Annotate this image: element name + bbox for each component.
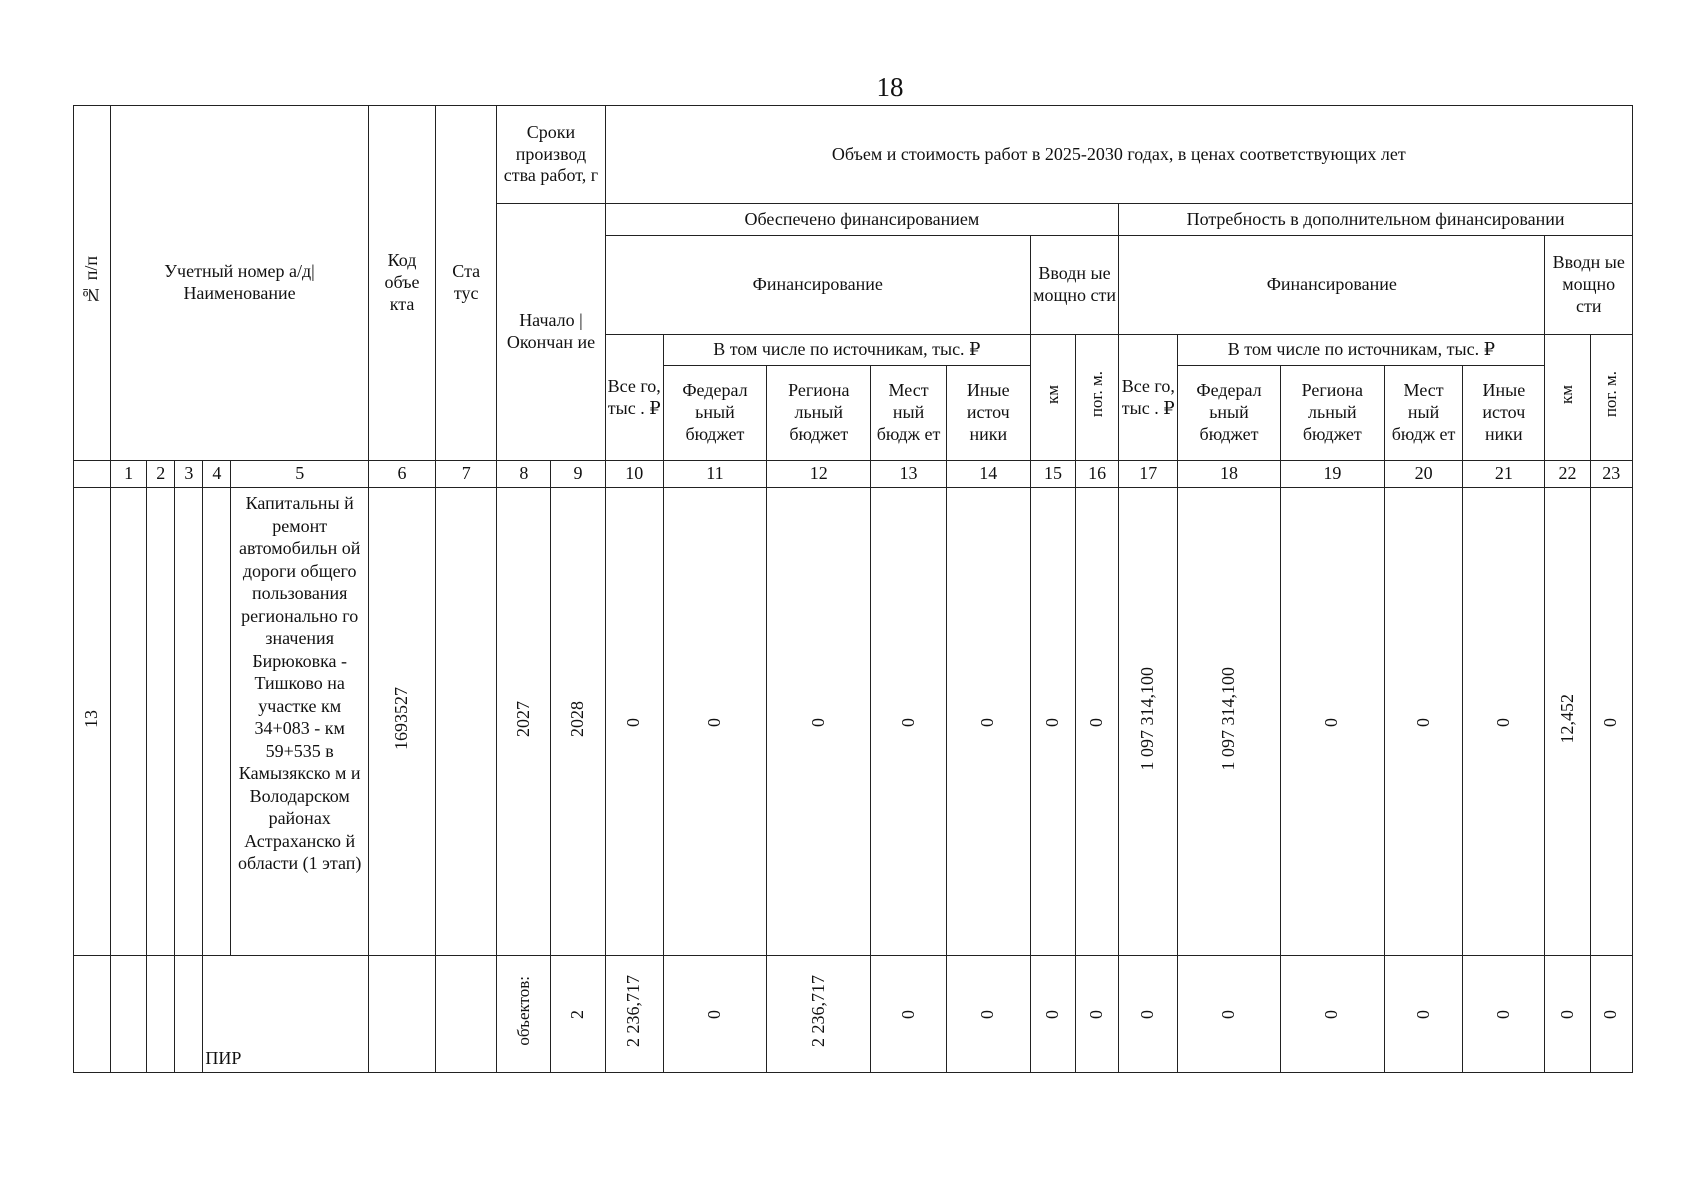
cell-1 [111,488,147,956]
column-number: 22 [1545,461,1590,488]
summary-secured-local: 0 [871,956,946,1073]
need-km: 12,452 [1545,488,1590,956]
header-need-km: км [1545,335,1590,461]
column-number: 15 [1030,461,1075,488]
summary-secured-regional: 2 236,717 [767,956,871,1073]
header-secured-by-source: В том числе по источникам, тыс. ₽ [663,335,1030,366]
object-code: 1693527 [368,488,435,956]
column-number: 4 [203,461,231,488]
header-object-code: Код объе кта [368,106,435,461]
cell-3 [175,488,203,956]
summary-cell-3 [175,956,203,1073]
end-year: 2028 [551,488,605,956]
need-pog-m: 0 [1590,488,1632,956]
header-secured-financing: Финансирование [605,236,1030,335]
header-need-other: Иные источ ники [1463,366,1545,461]
column-number: 5 [231,461,368,488]
column-number: 13 [871,461,946,488]
summary-need-pog-m: 0 [1590,956,1632,1073]
column-number: 17 [1119,461,1178,488]
header-secured: Обеспечено финансированием [605,204,1119,236]
financing-table [73,105,1633,1073]
header-start-end: Начало | Окончан ие [497,204,605,461]
column-number: 14 [946,461,1030,488]
summary-row [74,956,1633,1073]
summary-need-other: 0 [1463,956,1545,1073]
summary-secured-other: 0 [946,956,1030,1073]
column-number-blank [74,461,111,488]
column-number: 7 [436,461,497,488]
header-need-by-source: В том числе по источникам, тыс. ₽ [1178,335,1545,366]
header-account-name: Учетный номер а/д| Наименование [111,106,369,461]
summary-objects-count: 2 [551,956,605,1073]
secured-federal: 0 [663,488,766,956]
summary-secured-km: 0 [1030,956,1075,1073]
secured-local: 0 [871,488,946,956]
secured-regional: 0 [767,488,871,956]
page-number: 18 [876,72,904,102]
column-number: 10 [605,461,663,488]
column-number: 11 [663,461,766,488]
summary-cell-2 [147,956,175,1073]
summary-secured-federal: 0 [663,956,766,1073]
column-number: 16 [1076,461,1119,488]
header-secured-local: Мест ный бюдж ет [871,366,946,461]
column-number: 23 [1590,461,1632,488]
summary-need-federal: 0 [1178,956,1280,1073]
summary-need-total: 0 [1119,956,1178,1073]
header-secured-total: Все го, тыс . ₽ [605,335,663,461]
summary-need-local: 0 [1384,956,1462,1073]
header-need-financing: Финансирование [1119,236,1545,335]
summary-objects-label: объектов: [497,956,551,1073]
header-secured-pog-m: пог. м. [1076,335,1119,461]
header-secured-regional: Региона льный бюджет [767,366,871,461]
header-secured-km: км [1030,335,1075,461]
column-number: 12 [767,461,871,488]
header-secured-federal: Федерал ьный бюджет [663,366,766,461]
table-row [74,488,1633,956]
need-federal: 1 097 314,100 [1178,488,1280,956]
header-need-capacity: Вводн ые мощно сти [1545,236,1633,335]
cell-2 [147,488,175,956]
cell-4 [203,488,231,956]
header-volume-cost: Объем и стоимость работ в 2025-2030 годах, в ценах соответствующих лет [605,106,1632,204]
summary-secured-total: 2 236,717 [605,956,663,1073]
secured-km: 0 [1030,488,1075,956]
secured-other: 0 [946,488,1030,956]
column-number: 8 [497,461,551,488]
column-number: 1 [111,461,147,488]
summary-label: ПИР [203,956,369,1073]
column-number: 21 [1463,461,1545,488]
header-need-pog-m: пог. м. [1590,335,1632,461]
object-name: Капитальны й ремонт автомобильн ой дороги общего пользования регионально го значения Бирюковка - Тишково на участке км 34+083 - км 59+535 в Камызякско м и Володарском районах Астраханско й области (1 этап) [231,488,368,956]
column-number: 18 [1178,461,1280,488]
header-status: Ста тус [436,106,497,461]
status-cell [436,488,497,956]
header-need-local: Мест ный бюдж ет [1384,366,1462,461]
need-regional: 0 [1280,488,1384,956]
column-number: 6 [368,461,435,488]
row-number: 13 [74,488,111,956]
summary-code [368,956,435,1073]
secured-total: 0 [605,488,663,956]
summary-cell-blank [74,956,111,1073]
column-number: 9 [551,461,605,488]
summary-cell-1 [111,956,147,1073]
header-secured-capacity: Вводн ые мощно сти [1030,236,1118,335]
header-need-total: Все го, тыс . ₽ [1119,335,1178,461]
header-need-federal: Федерал ьный бюджет [1178,366,1280,461]
header-need-additional: Потребность в дополнительном финансировании [1119,204,1633,236]
column-number: 19 [1280,461,1384,488]
column-number: 3 [175,461,203,488]
need-local: 0 [1384,488,1462,956]
need-total: 1 097 314,100 [1119,488,1178,956]
need-other: 0 [1463,488,1545,956]
summary-secured-pog-m: 0 [1076,956,1119,1073]
summary-need-regional: 0 [1280,956,1384,1073]
header-row-no: № п/п [74,106,111,461]
column-number: 2 [147,461,175,488]
header-terms: Сроки производ ства работ, г [497,106,605,204]
summary-need-km: 0 [1545,956,1590,1073]
start-year: 2027 [497,488,551,956]
header-need-regional: Региона льный бюджет [1280,366,1384,461]
column-number: 20 [1384,461,1462,488]
header-secured-other: Иные источ ники [946,366,1030,461]
summary-status [436,956,497,1073]
secured-pog-m: 0 [1076,488,1119,956]
